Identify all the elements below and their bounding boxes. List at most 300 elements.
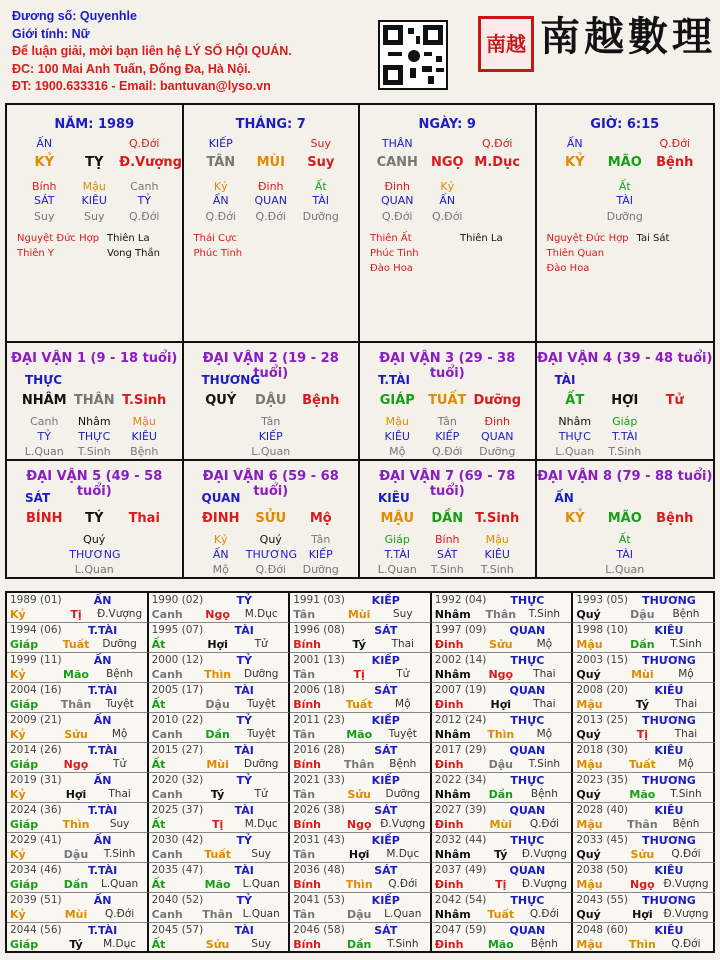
year-phase: Thai	[674, 698, 698, 710]
value-line	[7, 430, 182, 444]
year-cell	[573, 593, 715, 623]
year-star: TÀI	[234, 864, 254, 877]
year-phase: Bệnh	[530, 788, 558, 800]
year-phase: Tử	[396, 668, 410, 680]
value-line	[360, 194, 535, 208]
cell-value: M.Dục	[474, 155, 521, 170]
year-phase: Q.Đới	[671, 848, 701, 860]
value-line	[184, 153, 359, 173]
cell-value: T.TÀI	[384, 548, 411, 561]
year-row	[7, 593, 715, 623]
year-label: 2025 (37)	[151, 804, 204, 816]
year-cell	[432, 863, 574, 893]
year-label: 1992 (04)	[434, 594, 487, 606]
year-row	[7, 743, 715, 773]
note-line	[194, 231, 354, 246]
year-label: 2038 (50)	[576, 864, 628, 876]
year-phase: Suy	[109, 818, 130, 830]
pillar-title: NGÀY: 9	[418, 117, 476, 132]
cell-value: Dưỡng	[479, 445, 516, 458]
cell-value	[19, 563, 69, 577]
value-line	[7, 533, 182, 547]
cell-value: Q.Đới	[255, 563, 286, 576]
note-line	[17, 231, 177, 246]
year-branch: Hợi	[632, 908, 653, 921]
year-branch: Ngọ	[488, 668, 514, 681]
cell-value: Tân	[437, 415, 457, 428]
value-line	[360, 391, 535, 411]
year-label: 2041 (53)	[293, 894, 345, 906]
cell-value: TÀI	[616, 194, 634, 207]
year-star: SÁT	[374, 744, 398, 757]
cell-value: THỰC	[78, 430, 111, 443]
year-branch: Mùi	[64, 908, 88, 921]
year-stem: Nhâm	[434, 608, 471, 621]
year-cell	[290, 623, 432, 653]
note-right: Thiên La	[107, 233, 150, 244]
value-line	[537, 180, 714, 194]
cell-value: Ất	[618, 180, 631, 193]
year-phase: Bệnh	[106, 668, 134, 680]
year-phase: M.Dục	[386, 848, 420, 860]
cell-value: KỶ	[34, 155, 54, 170]
cell-value: MÃO	[607, 155, 642, 170]
daivan-top-star: KIÊU	[378, 491, 410, 505]
year-phase: Đ.Vượng	[663, 878, 709, 890]
year-branch: Sửu	[64, 728, 88, 741]
value-line	[184, 415, 359, 429]
year-branch: Tuất	[628, 758, 656, 771]
cell-value: QUAN	[381, 194, 414, 207]
cell-value: Bệnh	[130, 445, 159, 458]
year-phase: Tuyệt	[247, 698, 276, 710]
year-phase: Tuyệt	[388, 728, 417, 740]
note-left: Đào Hoa	[370, 263, 413, 274]
year-label: 2015 (27)	[151, 744, 204, 756]
note-line	[370, 246, 530, 261]
year-phase: Dưỡng	[102, 638, 137, 650]
cell-value: SỬU	[255, 511, 287, 526]
year-branch: Mão	[346, 728, 373, 741]
year-star: KIÊU	[654, 864, 684, 877]
note-right: Tai Sát	[636, 233, 670, 244]
year-cell	[290, 653, 432, 683]
year-branch: Dậu	[488, 758, 513, 771]
year-stem: Quý	[576, 788, 601, 801]
year-stem: Nhâm	[434, 788, 471, 801]
year-star: THƯƠNG	[642, 834, 696, 847]
daivan-cell-3	[537, 343, 716, 461]
daivan-cell-2	[360, 343, 537, 461]
year-star: T.TÀI	[87, 744, 118, 757]
year-star: TỶ	[236, 594, 252, 607]
year-label: 2043 (55)	[576, 894, 628, 906]
year-star: ẤN	[93, 774, 112, 787]
value-line	[7, 509, 182, 529]
year-row	[7, 803, 715, 833]
daivan-top-star: SÁT	[25, 491, 51, 505]
year-branch: Sửu	[205, 938, 230, 951]
year-star: SÁT	[374, 624, 398, 637]
cell-value: THƯƠNG	[69, 548, 121, 561]
cell-value	[650, 548, 700, 562]
value-line	[360, 180, 535, 194]
cell-value: TỴ	[85, 155, 104, 170]
year-label: 2033 (45)	[576, 834, 628, 846]
year-star: THƯƠNG	[642, 714, 696, 727]
cell-value: TỶ	[137, 194, 151, 207]
year-cell	[7, 653, 149, 683]
year-stem: Kỷ	[10, 848, 26, 861]
value-line	[184, 563, 359, 577]
cell-value: THÂN	[73, 393, 115, 408]
year-branch: Ngọ	[205, 608, 230, 621]
note-line	[370, 261, 530, 276]
year-phase: Thai	[533, 698, 556, 710]
year-cell	[149, 863, 291, 893]
cell-value	[119, 548, 169, 562]
year-star: THỰC	[510, 774, 545, 787]
cell-value: T.Sinh	[608, 445, 642, 458]
year-cell	[432, 593, 574, 623]
cell-value	[650, 415, 700, 429]
value-line	[537, 563, 714, 577]
year-label: 2019 (31)	[10, 774, 62, 786]
year-phase: T.Sinh	[528, 608, 561, 620]
year-star: TÀI	[234, 924, 254, 937]
cell-value: Q.Đới	[432, 210, 463, 223]
year-stem: Giáp	[10, 938, 39, 951]
year-stem: Đinh	[434, 638, 464, 651]
year-branch: Mão	[487, 938, 514, 951]
year-label: 2032 (44)	[434, 834, 487, 846]
year-cell	[290, 863, 432, 893]
year-phase: Dưỡng	[385, 788, 421, 800]
cell-value: Quý	[259, 533, 282, 546]
value-line	[537, 153, 714, 173]
year-star: THƯƠNG	[642, 654, 696, 667]
value-line	[360, 137, 535, 151]
year-cell	[432, 833, 574, 863]
pillar-cell-0	[7, 105, 184, 343]
year-cell	[432, 713, 574, 743]
cell-value	[550, 180, 600, 194]
year-cell	[149, 803, 291, 833]
year-label: 2009 (21)	[10, 714, 62, 726]
owner-name: Đương số: Quyenhle	[12, 9, 137, 23]
year-cell	[7, 893, 149, 923]
value-line	[7, 137, 182, 151]
cell-value: THỰC	[558, 430, 591, 443]
cell-value: SÁT	[436, 548, 458, 561]
value-line	[7, 194, 182, 208]
year-stem: Mậu	[576, 938, 603, 951]
note-line	[194, 246, 354, 261]
year-cell	[149, 743, 291, 773]
qr-code-icon	[378, 20, 448, 90]
year-branch: Tị	[636, 728, 649, 741]
year-phase: Tuyệt	[247, 728, 276, 740]
year-stem: Mậu	[576, 878, 603, 891]
value-line	[537, 548, 714, 562]
cell-value: Dưỡng	[302, 563, 339, 576]
year-cell	[432, 653, 574, 683]
value-line	[184, 445, 359, 459]
year-cell	[573, 863, 715, 893]
cell-value: THƯƠNG	[245, 548, 297, 561]
cell-value: Q.Đới	[205, 210, 236, 223]
cell-value	[600, 137, 650, 151]
year-cell	[432, 923, 574, 953]
year-label: 2037 (49)	[434, 864, 487, 876]
year-stem: Canh	[151, 908, 183, 921]
value-line	[360, 548, 535, 562]
pillars-row	[7, 105, 715, 343]
year-phase: Bệnh	[672, 818, 700, 830]
year-label: 1999 (11)	[10, 654, 62, 666]
year-star: T.TÀI	[87, 864, 118, 877]
value-line	[360, 430, 535, 444]
cell-value: Q.Đới	[129, 210, 160, 223]
year-star: KIẾP	[371, 894, 400, 907]
cell-value: Dưỡng	[473, 393, 522, 408]
cell-value	[19, 548, 69, 562]
year-label: 2042 (54)	[434, 894, 487, 906]
year-phase: Đ.Vượng	[521, 848, 567, 860]
year-phase: L.Quan	[242, 878, 280, 890]
cell-value: KIẾP	[308, 548, 333, 561]
year-cell	[432, 803, 574, 833]
year-star: THỰC	[510, 654, 545, 667]
cell-value: T.Sinh	[475, 511, 520, 526]
cell-value	[472, 210, 522, 224]
year-label: 1990 (02)	[151, 594, 204, 606]
year-star: QUAN	[509, 864, 546, 877]
year-stem: Ất	[151, 758, 166, 771]
cell-value: Ất	[314, 180, 327, 193]
year-branch: Dần	[630, 638, 655, 651]
year-branch: Mão	[63, 668, 89, 681]
cell-value: ẤN	[439, 194, 456, 207]
year-label: 2026 (38)	[293, 804, 345, 816]
cell-value: Thai	[128, 511, 160, 526]
year-branch: Sửu	[488, 638, 513, 651]
year-stem: Quý	[576, 608, 601, 621]
cell-value: Suy	[34, 210, 55, 223]
cell-value: Mậu	[132, 415, 156, 428]
year-branch: Mùi	[631, 668, 654, 681]
year-phase: M.Dục	[244, 608, 278, 620]
cell-value: Kỷ	[440, 180, 455, 193]
year-label: 2047 (59)	[434, 924, 487, 936]
year-grid	[5, 591, 715, 953]
cell-value: Dưỡng	[302, 210, 339, 223]
cell-value: KIẾP	[258, 430, 283, 443]
cell-value: Q.Đới	[659, 137, 690, 150]
value-line	[184, 430, 359, 444]
year-cell	[573, 833, 715, 863]
year-star: KIẾP	[371, 714, 400, 727]
value-line	[7, 180, 182, 194]
year-label: 2011 (23)	[293, 714, 345, 726]
cell-value: KIÊU	[484, 548, 510, 561]
year-cell	[149, 713, 291, 743]
cell-value: GIÁP	[379, 393, 415, 408]
value-line	[7, 415, 182, 429]
year-stem: Ất	[151, 878, 166, 891]
year-star: TỶ	[236, 834, 252, 847]
gender: Giới tính: Nữ	[12, 26, 90, 41]
year-phase: Thai	[108, 788, 131, 800]
year-phase: Suy	[393, 608, 413, 620]
year-cell	[573, 683, 715, 713]
year-cell	[149, 623, 291, 653]
year-label: 2031 (43)	[293, 834, 345, 846]
year-stem: Bính	[293, 818, 322, 831]
year-label: 1996 (08)	[293, 624, 345, 636]
year-label: 2046 (58)	[293, 924, 345, 936]
year-label: 2000 (12)	[151, 654, 204, 666]
year-cell	[149, 923, 291, 953]
year-phase: Q.Đới	[529, 908, 559, 920]
year-branch: Ngọ	[346, 818, 372, 831]
cell-value: Tử	[665, 393, 684, 408]
value-line	[537, 430, 714, 444]
cell-value: KỶ	[565, 511, 585, 526]
cell-value: Mậu	[385, 415, 409, 428]
cell-value: Mậu	[82, 180, 106, 193]
year-cell	[149, 833, 291, 863]
year-cell	[149, 653, 291, 683]
year-stem: Nhâm	[434, 908, 471, 921]
year-stem: Bính	[293, 638, 322, 651]
year-star: THƯƠNG	[642, 774, 696, 787]
year-cell	[7, 713, 149, 743]
year-branch: Tị	[353, 668, 365, 681]
seal-logo-icon: 南越	[478, 16, 534, 72]
daivan-top-star: THỰC	[25, 373, 63, 387]
year-phase: Thai	[391, 638, 414, 650]
value-line	[184, 137, 359, 151]
cell-value: Tân	[261, 415, 281, 428]
year-branch: Ngọ	[63, 758, 89, 771]
year-phase: Đ.Vượng	[521, 878, 567, 890]
year-phase: Thai	[674, 728, 698, 740]
year-star: ẤN	[93, 894, 112, 907]
cell-value: L.Quan	[555, 445, 595, 458]
year-phase: L.Quan	[100, 878, 139, 890]
year-stem: Bính	[293, 878, 322, 891]
cell-value	[196, 445, 246, 459]
cell-value: Bính	[31, 180, 57, 193]
year-cell	[573, 773, 715, 803]
year-label: 2003 (15)	[576, 654, 628, 666]
value-line	[537, 415, 714, 429]
cell-value: CANH	[376, 155, 418, 170]
year-phase: T.Sinh	[670, 638, 702, 650]
year-star: KIÊU	[654, 924, 684, 937]
cell-value: ẤT	[565, 393, 585, 408]
year-branch: Dần	[63, 878, 89, 891]
year-cell	[573, 713, 715, 743]
year-label: 2008 (20)	[576, 684, 628, 696]
year-star: SÁT	[374, 864, 398, 877]
year-branch: Tị	[211, 818, 224, 831]
daivan-title: ĐẠI VẬN 3 (29 - 38 tuổi)	[379, 351, 516, 381]
note-left: Đào Hoa	[546, 263, 590, 274]
year-stem: Nhâm	[434, 728, 471, 741]
cell-value: KỶ	[565, 155, 585, 170]
cell-value	[69, 137, 119, 151]
year-stem: Kỷ	[10, 728, 26, 741]
year-cell	[432, 743, 574, 773]
cell-value	[650, 445, 700, 459]
year-branch: Sửu	[630, 848, 655, 861]
year-stem: Bính	[293, 698, 322, 711]
year-stem: Quý	[576, 908, 601, 921]
year-phase: M.Dục	[244, 818, 278, 830]
year-label: 2036 (48)	[293, 864, 345, 876]
cell-value: KIÊU	[131, 430, 157, 443]
value-line	[537, 509, 714, 529]
value-line	[537, 137, 714, 151]
value-line	[537, 445, 714, 459]
year-phase: Q.Đới	[671, 938, 701, 950]
year-label: 1997 (09)	[434, 624, 487, 636]
year-branch: Tý	[210, 788, 225, 801]
cell-value: KIẾP	[208, 137, 233, 150]
year-stem: Canh	[151, 788, 183, 801]
note-left: Thiên Quan	[546, 248, 605, 259]
year-stem: Tân	[293, 788, 316, 801]
year-row	[7, 683, 715, 713]
cell-value	[550, 194, 600, 208]
cell-value: DẦN	[431, 511, 464, 526]
year-branch: Dậu	[630, 608, 655, 621]
cell-value: QUAN	[254, 194, 287, 207]
cell-value	[650, 210, 700, 224]
cell-value: Bính	[434, 533, 460, 546]
note-line	[370, 231, 530, 246]
cell-value: T.Sinh	[480, 563, 514, 576]
cell-value: Nhâm	[558, 415, 592, 428]
value-line	[184, 180, 359, 194]
year-stem: Giáp	[10, 878, 39, 891]
year-star: ẤN	[93, 834, 112, 847]
year-label: 2017 (29)	[434, 744, 487, 756]
value-line	[184, 194, 359, 208]
cell-value: TÀI	[312, 194, 330, 207]
year-label: 2048 (60)	[576, 924, 628, 936]
year-star: THƯƠNG	[642, 894, 696, 907]
cell-value	[650, 430, 700, 444]
year-label: 2004 (16)	[10, 684, 62, 696]
year-stem: Mậu	[576, 698, 603, 711]
year-label: 2030 (42)	[151, 834, 204, 846]
year-row	[7, 863, 715, 893]
year-phase: M.Dục	[103, 938, 137, 950]
year-branch: Dậu	[63, 848, 89, 861]
pillar-cell-2	[360, 105, 537, 343]
cell-value: SÁT	[33, 194, 55, 207]
brand-logo: 南越數理	[540, 13, 716, 60]
year-phase: Thai	[533, 668, 556, 680]
value-line	[360, 563, 535, 577]
value-line	[360, 415, 535, 429]
year-label: 2029 (41)	[10, 834, 62, 846]
year-star: QUAN	[509, 924, 546, 937]
year-branch: Ngọ	[630, 878, 655, 891]
